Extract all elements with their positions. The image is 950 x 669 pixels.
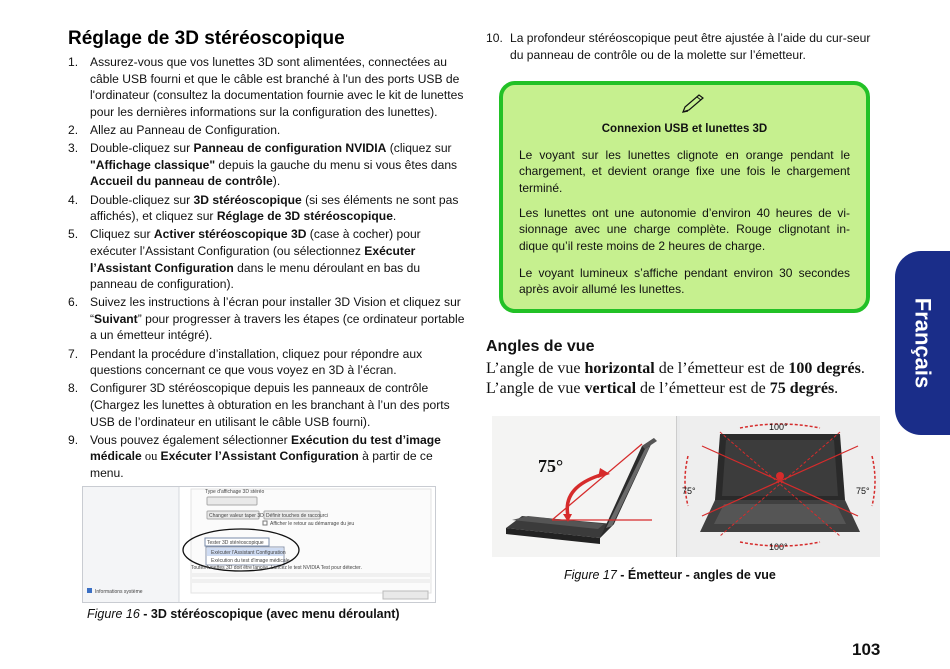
step-number: 8. [68, 381, 79, 396]
step-item [66, 432, 466, 482]
bold-term: 3D stéréoscopique [193, 192, 302, 207]
step-item [66, 294, 466, 344]
step-text: La profondeur stéréoscopique peut être ajustée à l’aide du cur-seur du panneau de contrôle ou de la molette sur l’émetteur. [510, 31, 871, 62]
system-info-link[interactable]: Informations système [95, 589, 143, 595]
text-run: ” pour progresser à travers les étapes (ce ordinateur portable a un émetteur intégré). [90, 311, 465, 343]
bold-term: Panneau de configuration NVIDIA [193, 141, 387, 156]
front-bottom-angle-label: 100° [769, 542, 788, 552]
figure-16-caption [87, 607, 400, 621]
text-run: . [860, 360, 865, 377]
text-run: Allez au Panneau de Configuration. [90, 122, 281, 137]
right-column [486, 30, 886, 63]
text-run: L’angle de vue [486, 380, 585, 397]
side-angle-label: 75° [538, 456, 564, 476]
text-run: Double-cliquez sur [90, 141, 194, 156]
front-view-panel [680, 416, 880, 557]
language-label: Français [910, 297, 936, 389]
text-run: L’angle de vue [486, 360, 585, 377]
text-run: Configurer 3D stéréoscopique depuis les panneaux de contrôle (Chargez les lunettes à obturation en les branchant à l’un des ports USB de l’ordinateur en utilisant le câble USB fourni). [90, 381, 450, 429]
nvidia-panel-image [83, 487, 435, 602]
text-run: de l’émetteur est de [636, 380, 770, 397]
text-run: à partir de ce menu. [90, 449, 433, 480]
step-item [66, 192, 466, 225]
step-number: 7. [68, 346, 79, 361]
bold-term: 75 degrés [769, 380, 835, 397]
bold-term: Exécuter l’Assistant Configuration [160, 449, 359, 464]
bold-term: Activer stéréoscopique 3D [153, 227, 307, 242]
figure-16-label: Figure 16 [87, 607, 140, 621]
step-10 [486, 30, 886, 63]
menu-item-run-wizard[interactable]: Exécuter l'Assistant Configuration [211, 550, 286, 556]
vertical-angle-text [486, 380, 838, 398]
text-run: Suivez les instructions à l’écran pour installer 3D Vision et cliquez sur “ [90, 295, 461, 326]
laptop-front-image [680, 416, 880, 557]
change-value-button[interactable]: Changer valeur taper 3D [209, 513, 264, 519]
show-feedback-checkbox-label[interactable]: Afficher le retour au démarrage du jeu [270, 521, 355, 527]
note-paragraph: Le voyant lumineux s’affiche pendant environ 30 secondes après avoir allumé les lunettes. [519, 266, 850, 297]
front-left-angle-label: 75° [682, 486, 696, 496]
text-run: ou [141, 449, 161, 464]
figure-17-title: - Émetteur - angles de vue [616, 568, 776, 582]
text-run: Pendant la procédure d’installation, cliquez pour répondre aux questions concernant ce que vous voyez en 3D à l’écran. [90, 346, 423, 378]
step-number: 3. [68, 141, 79, 156]
bold-term: horizontal [584, 360, 655, 377]
shortcut-keys-button[interactable]: Définir touches de raccourci [266, 513, 328, 519]
note-paragraph: Les lunettes ont une autonomie d’environ 40 heures de vi-sionnage avec une charge complète. Rouge clignotant in-dique qu’il reste moins de 2 heures de charge. [519, 206, 850, 253]
step-number: 1. [68, 55, 79, 69]
step-number: 6. [68, 295, 79, 310]
stereo-dropdown-value[interactable]: Tester 3D stéréoscopique [207, 540, 264, 546]
text-run: . [392, 209, 397, 224]
text-run: Cliquez sur [90, 227, 154, 242]
angles-heading: Angles de vue [486, 338, 595, 355]
section-title: Réglage de 3D stéréoscopique [68, 28, 345, 49]
figure-17-image [492, 416, 880, 557]
text-run: (cliquez sur [386, 141, 452, 156]
note-title: Connexion USB et lunettes 3D [601, 123, 768, 135]
page-number: 103 [852, 640, 881, 659]
text-run: de l’émetteur est de [654, 360, 789, 377]
bold-term: vertical [584, 380, 637, 397]
text-run: Assurez-vous que vos lunettes 3D sont alimentées, connectées au câble USB fourni et que le câble est branché à l'un des ports USB de l'ordinateur (consultez la documentation fournie avec le kit de lunettes pour les dernières informations sur la configuration des lunettes). [90, 55, 464, 119]
bold-term: Réglage de 3D stéréoscopique [216, 209, 393, 224]
bold-term: Accueil du panneau de contrôle [90, 174, 273, 189]
figure-17-label: Figure 17 [564, 568, 617, 582]
bold-term: "Affichage classique" [90, 157, 216, 172]
text-run: Double-cliquez sur [90, 192, 194, 207]
steps-list [66, 54, 466, 482]
left-column [66, 28, 466, 483]
note-paragraph: Le voyant sur les lunettes clignote en orange pendant le chargement, et devient orange fixe une fois le chargement terminé. [519, 148, 850, 195]
step-item [66, 54, 466, 120]
text-run: ). [272, 174, 281, 189]
figure-16-screenshot [82, 486, 436, 603]
menu-item-medical-test[interactable]: Exécution du test d'image médicale [211, 558, 290, 564]
step-item [66, 346, 466, 379]
step-item [66, 380, 466, 430]
step-item [66, 226, 466, 292]
figure-17-caption [564, 568, 776, 582]
side-view-panel [492, 416, 677, 557]
step-number: 4. [68, 192, 79, 207]
step-number: 9. [68, 432, 79, 447]
front-top-angle-label: 100° [769, 422, 788, 432]
text-run: Vous pouvez également sélectionner [90, 432, 292, 447]
step-item [66, 140, 466, 190]
pencil-icon [680, 93, 706, 115]
bold-term: Exécuter l’Assistant Configuration [90, 243, 416, 275]
front-right-angle-label: 75° [856, 486, 870, 496]
bold-term: Suivant [94, 311, 138, 326]
text-run: (si ses éléments ne sont pas affichés), et cliquez sur [90, 192, 459, 224]
step-number: 5. [68, 227, 79, 242]
language-side-tab [895, 251, 950, 435]
bold-term: 100 degrés [788, 360, 861, 377]
text-run: dans le menu déroulant en bas du panneau de configuration). [90, 260, 421, 292]
text-run: (case à cocher) pour exécuter l’Assistant Configuration (ou sélectionnez [90, 227, 421, 258]
text-run: . [834, 380, 839, 397]
bold-term: Exécution du test d’image médicale [90, 432, 441, 464]
text-run: depuis la gauche du menu si vous êtes dans [215, 157, 458, 172]
note-box [499, 81, 870, 313]
laptop-side-image [492, 416, 676, 557]
step-number: 10. [486, 31, 503, 45]
horizontal-angle-text [486, 360, 865, 378]
display-type-label: Type d'affichage 3D stéréo [205, 489, 265, 495]
bottom-info-text: Toutes lunettes 3D doit être lancée. Lancez le test NVIDIA Test pour détecter. [191, 565, 362, 571]
figure-16-title: - 3D stéréoscopique (avec menu déroulant) [139, 607, 400, 621]
step-number: 2. [68, 122, 79, 137]
step-item [66, 122, 466, 139]
